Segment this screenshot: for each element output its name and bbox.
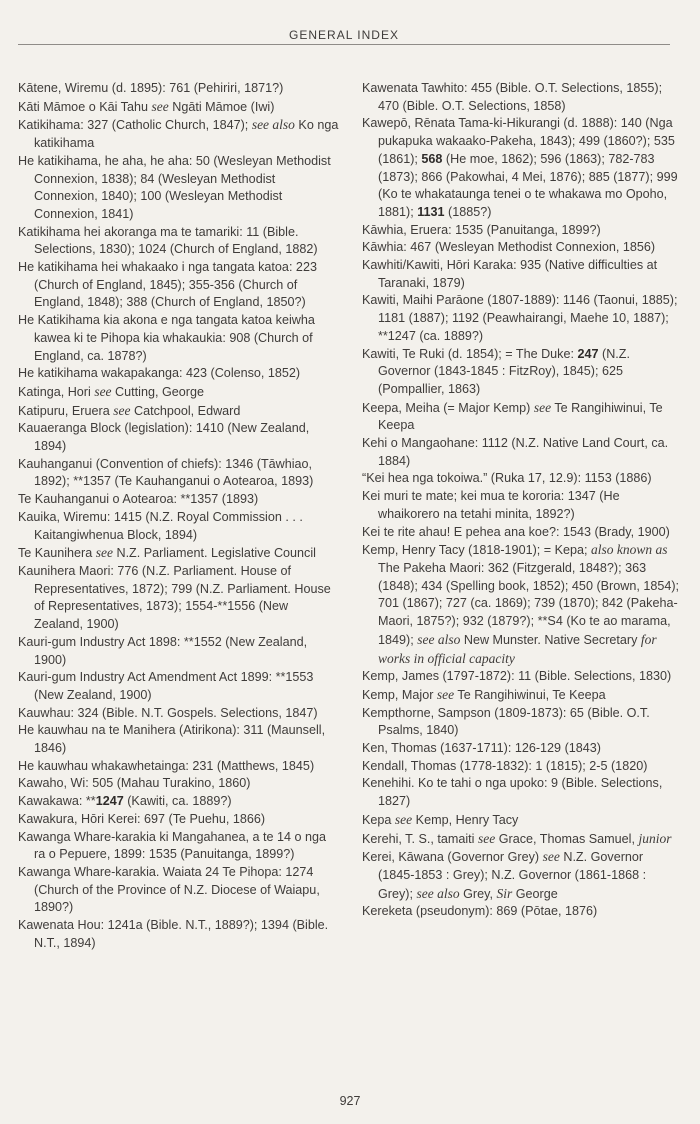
index-entry: Te Kaunihera see N.Z. Parliament. Legislative Council	[18, 545, 316, 561]
running-header: GENERAL INDEX	[18, 28, 670, 45]
index-entry: Ken, Thomas (1637-1711): 126-129 (1843)	[362, 741, 601, 756]
index-entry: “Kei hea nga tokoiwa.” (Ruka 17, 12.9): 1153 (1886)	[362, 471, 652, 486]
index-entry: Kereketa (pseudonym): 869 (Pōtae, 1876)	[362, 904, 598, 919]
index-column-left	[18, 80, 340, 952]
index-entry: Kerehi, T. S., tamaiti see Grace, Thomas Samuel, junior	[362, 830, 672, 846]
index-entry: Kerei, Kāwana (Governor Grey) see N.Z. Governor (1845-1853 : Grey); N.Z. Governor (1861-1868 : Grey); see also Grey, Sir George	[362, 849, 647, 901]
index-entry: Katinga, Hori see Cutting, George	[18, 383, 204, 399]
index-entry: Kemp, Major see Te Rangihiwinui, Te Keepa	[362, 686, 606, 702]
index-entry: Kauri-gum Industry Act 1898: **1552 (New Zealand, 1900)	[18, 634, 308, 667]
index-entry: Kawakawa: **1247 (Kawiti, ca. 1889?)	[18, 794, 232, 809]
index-entry: Keepa, Meiha (= Major Kemp) see Te Rangihiwinui, Te Keepa	[362, 399, 663, 433]
index-entry: Kauri-gum Industry Act Amendment Act 1899: **1553 (New Zealand, 1900)	[18, 670, 314, 702]
index-entry: Kawenata Hou: 1241a (Bible. N.T., 1889?); 1394 (Bible. N.T., 1894)	[18, 918, 329, 950]
index-entry: Kauika, Wiremu: 1415 (N.Z. Royal Commission . . . Kaitangiwhenua Block, 1894)	[18, 509, 303, 542]
index-entry: He kauwhau whakawhetainga: 231 (Matthews, 1845)	[18, 758, 315, 773]
index-entry: Kauaeranga Block (legislation): 1410 (New Zealand, 1894)	[18, 421, 310, 454]
index-entry: Te Kauhanganui o Aotearoa: **1357 (1893)	[18, 492, 259, 507]
index-entry: Kemp, James (1797-1872): 11 (Bible. Selections, 1830)	[362, 669, 672, 684]
index-entry: Katikihama: 327 (Catholic Church, 1847); see also Ko nga katikihama	[18, 117, 339, 151]
index-entry: Kawiti, Maihi Parāone (1807-1889): 1146 (Taonui, 1885); 1181 (1887); 1192 (Peawhairangi, Maehe 10, 1887); **1247 (ca. 1889?)	[362, 293, 678, 343]
index-entry: Kauhanganui (Convention of chiefs): 1346 (Tāwhiao, 1892); **1357 (Te Kauhanganui o Aotearoa, 1893)	[18, 456, 314, 489]
index-entry: He Katikihama kia akona e nga tangata katoa keiwha kawea ki te Pihopa kia whakaukia: 908 (Church of England, ca. 1878?)	[18, 313, 315, 363]
index-entry: Kāwhia, Eruera: 1535 (Panuitanga, 1899?)	[362, 222, 601, 237]
index-entry: Kātene, Wiremu (d. 1895): 761 (Pehiriri, 1871?)	[18, 81, 284, 95]
index-entry: Kaunihera Maori: 776 (N.Z. Parliament. House of Representatives, 1872); 799 (N.Z. Parliament. House of Representatives, 1873); 1554-**1556 (New Zealand, 1900)	[18, 563, 331, 632]
index-entry: Kawakura, Hōri Kerei: 697 (Te Puehu, 1866)	[18, 811, 266, 826]
index-entry: Kehi o Mangaohane: 1112 (N.Z. Native Land Court, ca. 1884)	[362, 436, 669, 468]
index-entry: He katikihama wakapakanga: 423 (Colenso, 1852)	[18, 366, 301, 381]
index-entry: Katikihama hei akoranga ma te tamariki: 11 (Bible. Selections, 1830); 1024 (Church of England, 1882)	[18, 224, 318, 257]
index-entry: Kawepō, Rēnata Tama-ki-Hikurangi (d. 1888): 140 (Nga pukapuka wakaako-Pakeha, 1843); 499 (1860?); 535 (1861); 568 (He moe, 1862); 596 (1863); 782-783 (1873); 866 (Pakowhai, 4 Mei, 1876); 885 (1877); 999 (Ko te whakataunga tenei o te whakawa mo Opoho, 1881); 1131 (1885?)	[362, 116, 678, 219]
index-entry: Kawhiti/Kawiti, Hōri Karaka: 935 (Native difficulties at Taranaki, 1879)	[362, 258, 658, 290]
page-number: 927	[339, 1094, 361, 1108]
index-entry: Kawenata Tawhito: 455 (Bible. O.T. Selections, 1855); 470 (Bible. O.T. Selections, 1858)	[362, 81, 663, 113]
index-entry: Kendall, Thomas (1778-1832): 1 (1815); 2-5 (1820)	[362, 758, 648, 773]
index-entry: He kauwhau na te Manihera (Atirikona): 311 (Maunsell, 1846)	[18, 723, 326, 756]
index-entry: Kāti Māmoe o Kāi Tahu see Ngāti Māmoe (Iwi)	[18, 98, 275, 114]
index-entry: Kauwhau: 324 (Bible. N.T. Gospels. Selections, 1847)	[18, 705, 318, 720]
index-entry: Kawiti, Te Ruki (d. 1854); = The Duke: 247 (N.Z. Governor (1843-1845 : FitzRoy), 1845); 625 (Pompallier, 1863)	[362, 346, 630, 396]
index-entry: Kawanga Whare-karakia. Waiata 24 Te Pihopa: 1274 (Church of the Province of N.Z. Diocese of Waiapu, 1890?)	[18, 864, 320, 915]
index-entry: He katikihama, he aha, he aha: 50 (Wesleyan Methodist Connexion, 1838); 84 (Wesleyan Methodist Connexion, 1840); 100 (Wesleyan Methodist Connexion, 1841)	[18, 153, 331, 221]
index-entry: Kawanga Whare-karakia ki Mangahanea, a te 14 o nga ra o Pepuere, 1899: 1535 (Panuitanga, 1899?)	[18, 829, 327, 862]
index-entry: He katikihama hei whakaako i nga tangata katoa: 223 (Church of England, 1845); 355-356 (Church of England, 1848); 388 (Church of England, 1850?)	[18, 260, 317, 310]
index-entry: Kei te rite ahau! E pehea ana koe?: 1543 (Brady, 1900)	[362, 524, 670, 539]
index-entry: Kei muri te mate; kei mua te kororia: 1347 (He whaikorero na tetahi minita, 1892?)	[362, 489, 620, 521]
index-entry: Kenehihi. Ko te tahi o nga upoko: 9 (Bible. Selections, 1827)	[362, 776, 663, 809]
index-entry: Kawaho, Wi: 505 (Mahau Turakino, 1860)	[18, 776, 251, 791]
index-entry: Kāwhia: 467 (Wesleyan Methodist Connexion, 1856)	[362, 240, 656, 255]
index-entry: Kemp, Henry Tacy (1818-1901); = Kepa; also known as The Pakeha Maori: 362 (Fitzgerald, 1848?); 363 (1848); 434 (Spelling book, 1852); 450 (Brown, 1854); 701 (1867); 727 (ca. 1869); 739 (1870); 842 (Pakeha-Maori, 1875?); 932 (1879?); **S4 (Ko te ao marama, 1849); see also New Munster. Native Secretary for works in official capacity	[362, 542, 680, 666]
index-entry: Katipuru, Eruera see Catchpool, Edward	[18, 402, 241, 418]
index-entry: Kepa see Kemp, Henry Tacy	[362, 811, 519, 827]
index-entry: Kempthorne, Sampson (1809-1873): 65 (Bible. O.T. Psalms, 1840)	[362, 705, 650, 738]
index-column-right	[362, 80, 682, 921]
